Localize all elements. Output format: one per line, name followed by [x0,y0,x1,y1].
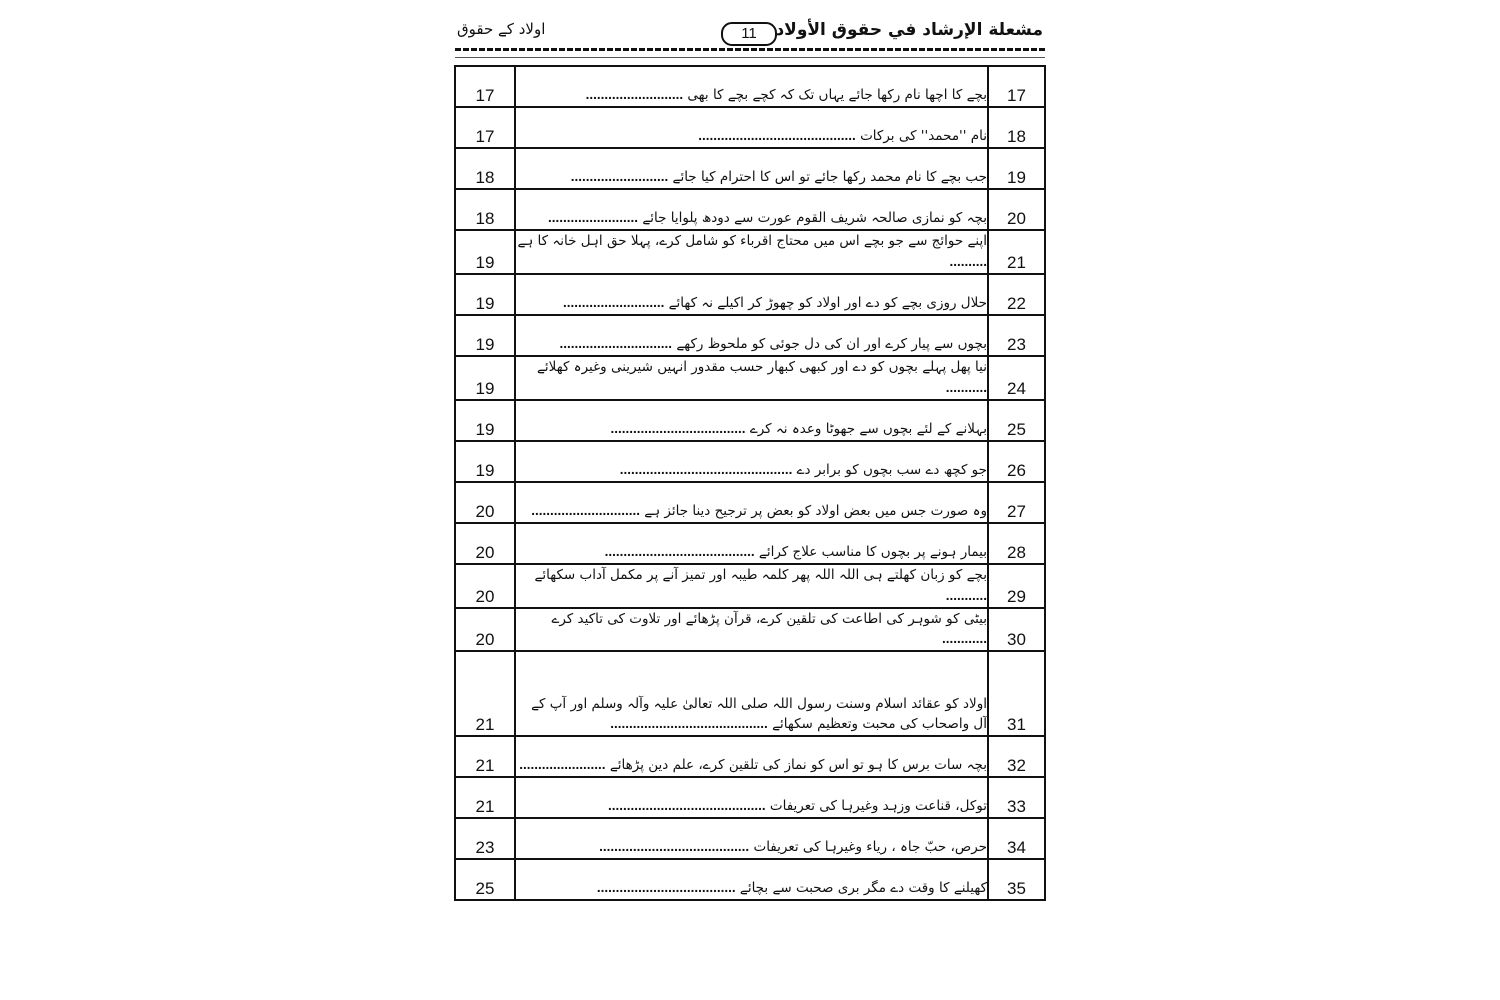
page-ref: 21 [455,777,515,818]
entry-title-cell [515,651,988,736]
entry-number: 23 [988,315,1045,356]
leader-dots: .............................. [559,335,673,351]
page-ref: 25 [455,859,515,900]
entry-number: 29 [988,564,1045,608]
page-ref: 17 [455,107,515,148]
entry-title: نام ''محمد'' کی برکات [860,128,987,145]
leader-dots: .......... [949,253,987,269]
entry-title-cell [515,315,988,356]
entry-number: 20 [988,189,1045,230]
page-ref: 17 [455,66,515,107]
entry-title: بیٹی کو شوہر کی اطاعت کی تلقین کرے، قرآن پڑھائے اور تلاوت کی تاکید کرے [551,610,987,627]
leader-dots: .......................................... [698,128,856,144]
entry-title: بچوں سے پیار کرے اور ان کی دل جوئی کو ملحوظ رکھے [676,335,987,352]
entry-title: توکل، قناعت وزہد وغیرہا کی تعریفات [769,798,987,815]
entry-title: اولاد کو عقائد اسلام وسنت رسول اللہ صلی اللہ تعالیٰ علیہ وآلہ وسلم اور آپ کے آل واصحاب کی محبت وتعظیم سکھائے [531,695,987,733]
entry-title-cell [515,107,988,148]
entry-title: بچہ سات برس کا ہو تو اس کو نماز کی تلقین کرے، علم دین پڑھائے [609,757,987,774]
entry-title-cell [515,441,988,482]
entry-title: نیا پھل پہلے بچوں کو دے اور کبھی کبھار حسب مقدور انہیں شیرینی وغیرہ کھلائے [537,358,987,375]
leader-dots: .......................................... [610,716,768,732]
page-ref: 19 [455,356,515,400]
entry-number: 26 [988,441,1045,482]
toc-row [455,230,1045,274]
leader-dots: ........... [945,379,987,395]
page-ref: 18 [455,189,515,230]
toc-row [455,608,1045,652]
entry-title-cell [515,148,988,189]
table-of-contents [454,65,1046,901]
page-ref: 18 [455,148,515,189]
leader-dots: ..................................... [596,880,736,896]
toc-row [455,818,1045,859]
entry-number: 24 [988,356,1045,400]
toc-row [455,107,1045,148]
entry-title: جو کچھ دے سب بچوں کو برابر دے [796,461,987,478]
leader-dots: ....................... [519,757,606,773]
toc-row [455,66,1045,107]
entry-title: حلال روزی بچے کو دے اور اولاد کو چھوڑ کر اکیلے نہ کھائے [668,294,987,311]
toc-row [455,315,1045,356]
leader-dots: .............................................. [619,461,793,477]
page-ref: 20 [455,523,515,564]
page-ref: 23 [455,818,515,859]
entry-number: 32 [988,736,1045,777]
page-ref: 21 [455,736,515,777]
page-number: 11 [721,22,777,46]
chapter-title: اولاد کے حقوق [457,20,546,38]
entry-number: 34 [988,818,1045,859]
toc-row [455,441,1045,482]
leader-dots: ........... [945,587,987,603]
page-ref: 19 [455,230,515,274]
leader-dots: ........................ [547,210,639,226]
entry-number: 21 [988,230,1045,274]
entry-title: کھیلنے کا وقت دے مگر بری صحبت سے بچائے [739,880,987,897]
leader-dots: ........................... [563,294,665,310]
toc-row [455,189,1045,230]
entry-number: 17 [988,66,1045,107]
entry-number: 31 [988,651,1045,736]
entry-title-cell [515,356,988,400]
toc-row [455,859,1045,900]
entry-title: بچے کا اچھا نام رکھا جائے یہاں تک کہ کچے بچے کا بھی [687,87,987,104]
entry-title-cell [515,564,988,608]
page-ref: 20 [455,608,515,652]
toc-row [455,736,1045,777]
entry-title-cell [515,818,988,859]
entry-title-cell [515,608,988,652]
entry-number: 30 [988,608,1045,652]
leader-dots: ........................................ [599,839,750,855]
entry-title-cell [515,482,988,523]
leader-dots: .......................................... [608,798,766,814]
entry-title: حرص، حبّ جاہ ، ریاء وغیرہا کی تعریفات [753,839,987,856]
header-rule [455,57,1045,58]
header-dashed-rule [455,48,1045,51]
entry-title-cell [515,230,988,274]
entry-number: 28 [988,523,1045,564]
page-ref: 20 [455,482,515,523]
entry-title: جب بچے کا نام محمد رکھا جائے تو اس کا احترام کیا جائے [672,169,987,186]
leader-dots: .......................... [570,169,669,185]
entry-title: بہلانے کے لئے بچوں سے جھوٹا وعدہ نہ کرے [749,420,987,437]
page-ref: 21 [455,651,515,736]
leader-dots: ............................. [531,502,640,518]
leader-dots: ........................................ [604,543,755,559]
toc-row [455,482,1045,523]
toc-row [455,356,1045,400]
entry-number: 22 [988,274,1045,315]
toc-row [455,651,1045,736]
entry-number: 25 [988,400,1045,441]
toc-row [455,148,1045,189]
toc-row [455,274,1045,315]
leader-dots: ............ [941,631,987,647]
entry-number: 18 [988,107,1045,148]
entry-title-cell [515,523,988,564]
leader-dots: .......................... [585,87,684,103]
toc-row [455,777,1045,818]
page-header [455,20,1045,48]
entry-title-cell [515,274,988,315]
entry-number: 27 [988,482,1045,523]
entry-title-cell [515,736,988,777]
page-ref: 19 [455,315,515,356]
entry-title: بچے کو زبان کھلتے ہی اللہ اللہ پھر کلمہ طیبہ اور تمیز آنے پر مکمل آداب سکھائے [534,566,987,583]
book-title: مشعلة الإرشاد في حقوق الأولاد [775,20,1043,40]
entry-number: 35 [988,859,1045,900]
toc-row [455,523,1045,564]
entry-title-cell [515,189,988,230]
page-ref: 19 [455,274,515,315]
entry-title-cell [515,859,988,900]
entry-title: اپنے حوائج سے جو بچے اس میں محتاج اقرباء کو شامل کرے، پہلا حق اہل خانہ کا ہے [517,233,987,249]
page-ref: 20 [455,564,515,608]
page-ref: 19 [455,441,515,482]
entry-number: 19 [988,148,1045,189]
entry-title: بیمار ہونے پر بچوں کا مناسب علاج کرائے [758,543,987,560]
entry-title: بچہ کو نمازی صالحہ شریف القوم عورت سے دودھ پلوایا جائے [642,210,987,227]
entry-title-cell [515,400,988,441]
entry-title-cell [515,66,988,107]
entry-number: 33 [988,777,1045,818]
page-ref: 19 [455,400,515,441]
entry-title-cell [515,777,988,818]
toc-row [455,564,1045,608]
toc-row [455,400,1045,441]
entry-title: وہ صورت جس میں بعض اولاد کو بعض پر ترجیح دینا جائز ہے [644,502,987,519]
leader-dots: .................................... [610,420,746,436]
